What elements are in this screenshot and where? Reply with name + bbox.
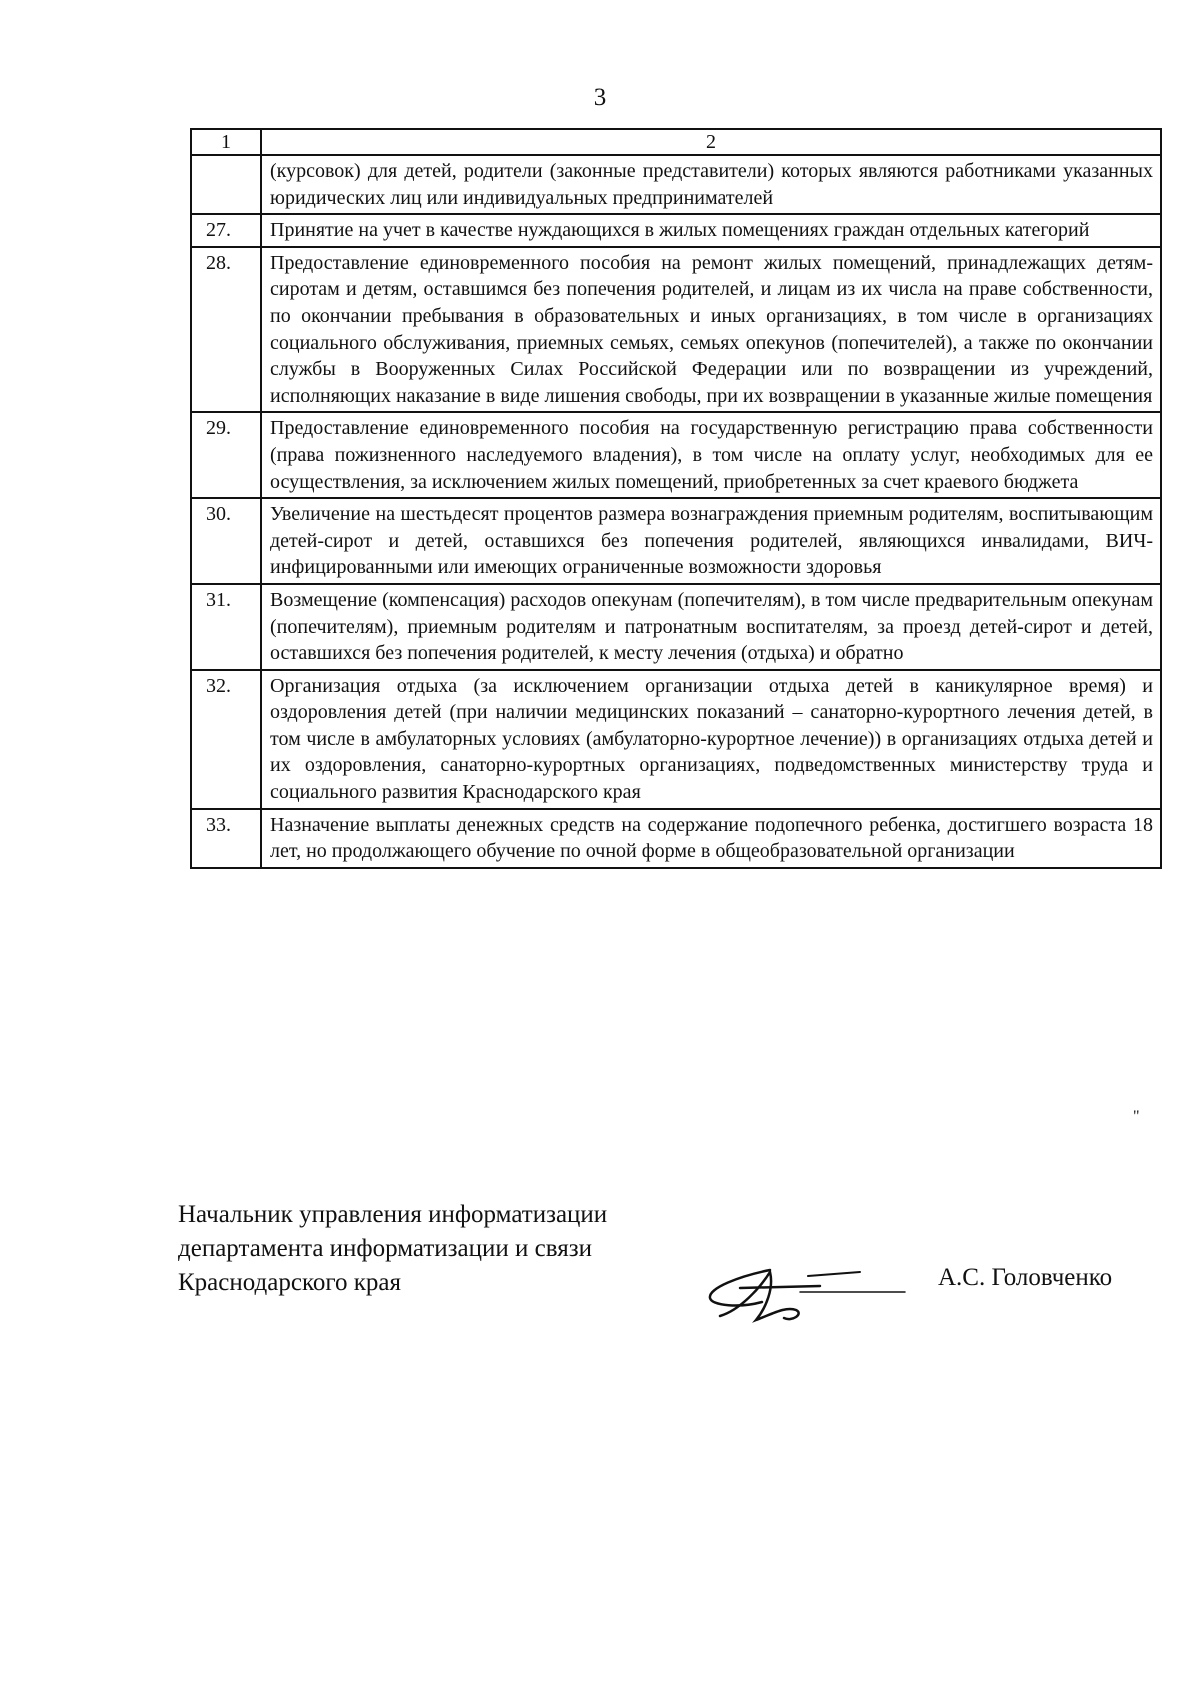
row-number: 33. [191, 809, 261, 868]
table-row [191, 247, 1161, 413]
row-number: 30. [191, 498, 261, 584]
table-row [191, 498, 1161, 584]
table-row [191, 809, 1161, 868]
row-text: Предоставление единовременного пособия на ремонт жилых помещений, принадлежащих детям-сиротам и детям, оставшимся без попечения родителей, и лицам из их числа на праве собственности, по окончании пребывания в образовательных и иных организациях, в том числе в организациях социального обслуживания, приемных семьях, семьях опекунов (попечителей), а также по окончании службы в Вооруженных Силах Российской Федерации или по возвращении из учреждений, исполняющих наказание в виде лишения свободы, при их возвращении в указанные жилые помещения [261, 247, 1161, 413]
row-text: Организация отдыха (за исключением организации отдыха детей в каникулярное время) и оздоровления детей (при наличии медицинских показаний – санаторно-курортного лечения детей, в том числе в амбулаторных условиях (амбулаторно-курортное лечение)) в организациях отдыха детей и их оздоровления, санаторно-курортных организациях, подведомственных министерству труда и социального развития Краснодарского края [261, 670, 1161, 809]
row-number: 28. [191, 247, 261, 413]
row-text: (курсовок) для детей, родители (законные представители) которых являются работниками указанных юридических лиц или индивидуальных предпринимателей [261, 155, 1161, 214]
table-row [191, 584, 1161, 670]
row-number: 27. [191, 214, 261, 247]
closing-quote-mark: " [1133, 1108, 1140, 1125]
table-row [191, 412, 1161, 498]
table-row [191, 214, 1161, 247]
row-number: 31. [191, 584, 261, 670]
table-row [191, 155, 1161, 214]
handwritten-signature [700, 1248, 910, 1338]
row-text: Предоставление единовременного пособия на государственную регистрацию права собственности (права пожизненного наследуемого владения), в том числе на оплату услуг, необходимых для ее осуществления, за исключением жилых помещений, приобретенных за счет краевого бюджета [261, 412, 1161, 498]
position-line: Краснодарского края [178, 1269, 401, 1296]
signatory-position [178, 1198, 607, 1300]
row-text: Назначение выплаты денежных средств на содержание подопечного ребенка, достигшего возраста 18 лет, но продолжающего обучение по очной форме в общеобразовательной организации [261, 809, 1161, 868]
row-number [191, 155, 261, 214]
table-row [191, 670, 1161, 809]
position-line: Начальник управления информатизации [178, 1201, 608, 1228]
header-cell-text: 2 [261, 129, 1161, 155]
row-number: 29. [191, 412, 261, 498]
row-text: Принятие на учет в качестве нуждающихся в жилых помещениях граждан отдельных категорий [261, 214, 1161, 247]
position-line: департамента информатизации и связи [178, 1235, 592, 1262]
page-number: 3 [593, 84, 607, 111]
header-cell-number: 1 [191, 129, 261, 155]
signer-name: А.С. Головченко [938, 1264, 1113, 1291]
row-number: 32. [191, 670, 261, 809]
row-text: Увеличение на шестьдесят процентов размера вознаграждения приемным родителям, воспитывающим детей-сирот и детей, оставшихся без попечения родителей, являющихся инвалидами, ВИЧ-инфицированными или имеющих ограниченные возможности здоровья [261, 498, 1161, 584]
table-header-row [191, 129, 1161, 155]
services-table [190, 128, 1162, 869]
row-text: Возмещение (компенсация) расходов опекунам (попечителям), в том числе предварительным опекунам (попечителям), приемным родителям и патронатным воспитателям, за проезд детей-сирот и детей, оставшихся без попечения родителей, к месту лечения (отдыха) и обратно [261, 584, 1161, 670]
